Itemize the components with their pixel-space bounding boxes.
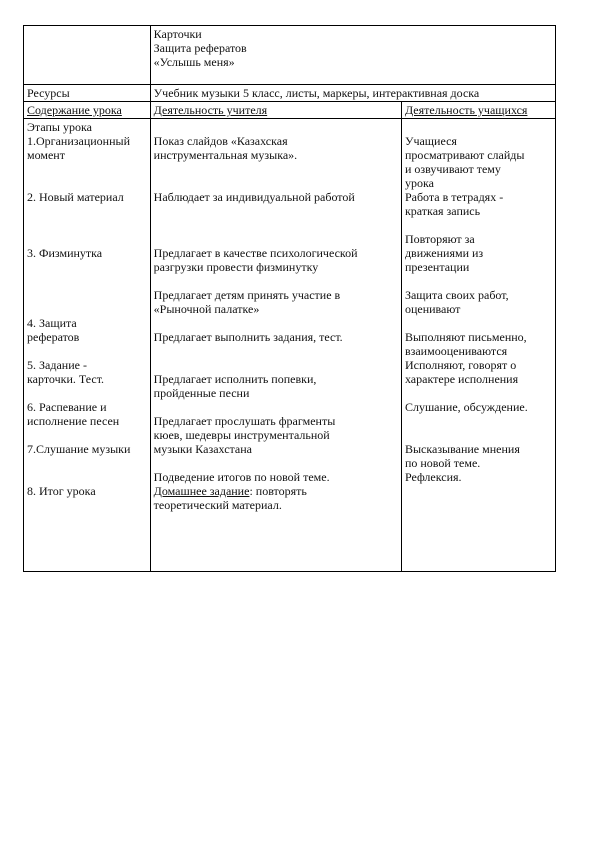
homework-line	[154, 484, 398, 498]
header-line-3: «Услышь меня»	[153, 55, 235, 69]
teacher-7-line-2: кюев, шедевры инструментальной	[153, 428, 330, 442]
homework-label: Домашнее задание	[153, 484, 250, 498]
students-7: Слушание, обсуждение.	[404, 400, 528, 414]
stage-2: 2. Новый материал	[27, 190, 124, 204]
teacher-cell	[150, 119, 401, 572]
teacher-3-line-1: Предлагает в качестве психологической	[153, 246, 358, 260]
stage-3: 3. Физминутка	[27, 246, 103, 260]
teacher-1-line-1: Показ слайдов «Казахская	[153, 134, 288, 148]
students-5-line-1: Выполняют письменно,	[404, 330, 527, 344]
students-8-line-1: Высказывание мнения	[404, 442, 520, 456]
header-title-cell	[150, 26, 555, 85]
header-line-1: Карточки	[153, 27, 202, 41]
teacher-1-line-2: инструментальная музыка».	[153, 148, 298, 162]
column-header-teacher: Деятельность учителя	[150, 102, 401, 119]
lesson-body-row	[24, 119, 556, 572]
resources-row	[24, 85, 556, 102]
column-header-row	[24, 102, 556, 119]
column-header-content: Содержание урока	[24, 102, 151, 119]
students-3-line-2: движениями из	[404, 246, 484, 260]
stage-6-line-2: исполнение песен	[27, 414, 120, 428]
stage-4-line-1: 4. Защита	[27, 316, 77, 330]
resources-value: Учебник музыки 5 класс, листы, маркеры, интерактивная доска	[150, 85, 555, 102]
teacher-4-line-2: «Рыночной палатке»	[153, 302, 260, 316]
teacher-4-line-1: Предлагает детям принять участие в	[153, 288, 341, 302]
students-6-line-1: Исполняют, говорят о	[404, 358, 517, 372]
students-1-line-2: просматривают слайды	[404, 148, 525, 162]
students-6-line-2: характере исполнения	[404, 372, 519, 386]
stage-4-line-2: рефератов	[27, 330, 80, 344]
header-row	[24, 26, 556, 85]
students-5-line-2: взаимооцениваются	[404, 344, 508, 358]
teacher-3-line-2: разгрузки провести физминутку	[153, 260, 319, 274]
students-2-line-1: Работа в тетрадях -	[404, 190, 504, 204]
teacher-5: Предлагает выполнить задания, тест.	[153, 330, 343, 344]
resources-label: Ресурсы	[24, 85, 151, 102]
stage-5-line-1: 5. Задание -	[27, 358, 87, 372]
students-1-line-4: урока	[404, 176, 434, 190]
header-line-2: Защита рефератов	[153, 41, 247, 55]
homework-line-2: теоретический материал.	[153, 498, 282, 512]
students-2-line-2: краткая запись	[404, 204, 481, 218]
stage-7: 7.Слушание музыки	[27, 442, 131, 456]
teacher-2: Наблюдает за индивидуальной работой	[153, 190, 355, 204]
students-8-line-3: Рефлексия.	[404, 470, 462, 484]
teacher-7-line-1: Предлагает прослушать фрагменты	[153, 414, 336, 428]
students-3-line-1: Повторяют за	[404, 232, 475, 246]
stages-cell	[24, 119, 151, 572]
teacher-6-line-1: Предлагает исполнить попевки,	[153, 372, 317, 386]
homework-text: : повторять	[249, 484, 307, 498]
lesson-plan-table	[23, 25, 556, 572]
teacher-7-line-3: музыки Казахстана	[153, 442, 252, 456]
teacher-8: Подведение итогов по новой теме.	[153, 470, 330, 484]
stages-title: Этапы урока	[27, 120, 92, 134]
students-1-line-3: и озвучивают тему	[404, 162, 501, 176]
students-3-line-3: презентации	[404, 260, 470, 274]
teacher-6-line-2: пройденные песни	[153, 386, 250, 400]
stage-8: 8. Итог урока	[27, 484, 96, 498]
stage-5-line-2: карточки. Тест.	[27, 372, 105, 386]
column-header-students: Деятельность учащихся	[401, 102, 555, 119]
stage-1-line-2: момент	[27, 148, 65, 162]
students-8-line-2: по новой теме.	[404, 456, 481, 470]
stage-1-line-1: 1.Организационный	[27, 134, 130, 148]
students-cell	[401, 119, 555, 572]
stage-6-line-1: 6. Распевание и	[27, 400, 107, 414]
header-empty-cell	[24, 26, 151, 85]
students-4-line-2: оценивают	[404, 302, 461, 316]
students-4-line-1: Защита своих работ,	[404, 288, 509, 302]
students-1-line-1: Учащиеся	[404, 134, 457, 148]
